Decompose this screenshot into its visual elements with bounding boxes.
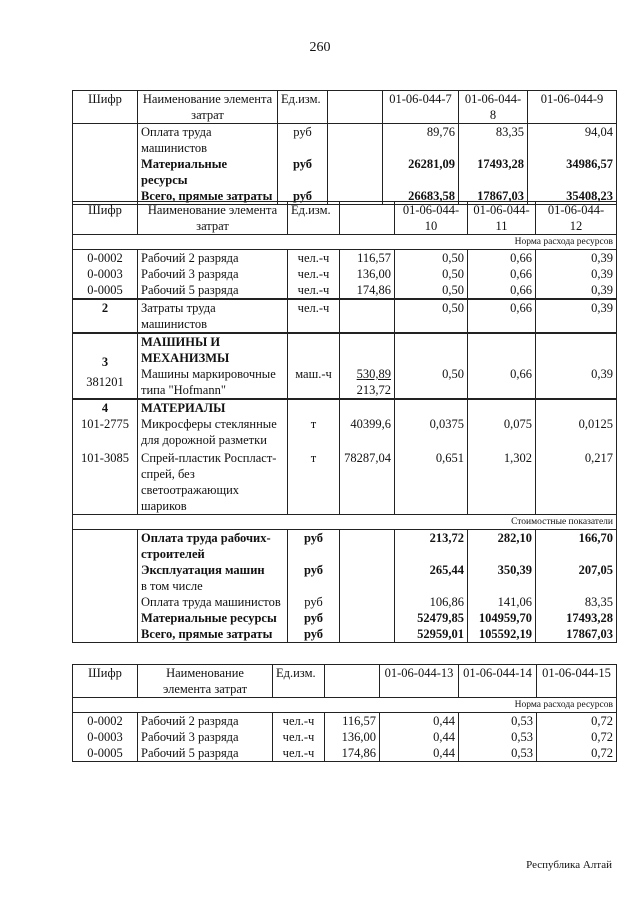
table-cell: Рабочий 3 разряда [138, 266, 288, 282]
table-cell: руб [288, 594, 340, 610]
table-cell: 0,53 [459, 729, 537, 745]
table-cell: т [288, 399, 340, 448]
table-cell: 0,44 [380, 713, 459, 730]
cell-text: для дорожной разметки [141, 433, 267, 447]
table-3 [72, 664, 617, 762]
table-cell [328, 124, 383, 157]
table-cell: 2 [73, 299, 138, 333]
table-cell: 52479,85 [395, 610, 468, 626]
table-cell: 0,50 [395, 250, 468, 267]
table-cell [340, 626, 395, 643]
table-cell [340, 202, 395, 235]
table-cell [73, 594, 138, 610]
col-price-header [328, 91, 383, 124]
table-cell: чел.-ч [288, 250, 340, 267]
cell-text: светоотражающих [141, 483, 240, 497]
table-cell: 0,72 [537, 729, 617, 745]
table-cell: 0,0125 [536, 399, 617, 448]
table-row: Всего, прямые затраты [138, 188, 278, 205]
table-cell: 0,39 [536, 282, 617, 299]
cell-text: элемента затрат [162, 682, 248, 696]
table-cell: Рабочий 2 разряда [138, 713, 273, 730]
table-cell: 0-0005 [73, 745, 138, 762]
table-cell: 141,06 [468, 594, 536, 610]
table-cell: 0,075 [468, 399, 536, 448]
table-cell: 0,39 [536, 299, 617, 333]
table-cell: 0-0005 [73, 282, 138, 299]
cell-text: затрат [196, 219, 229, 233]
table-cell: маш.-ч [288, 333, 340, 399]
table-cell: 1,302 [468, 448, 536, 515]
table-cell: 0,50 [395, 299, 468, 333]
col-unit-header: Ед.изм. [278, 91, 328, 124]
col-h1: 01-06-044-7 [383, 91, 459, 124]
page-number: 260 [309, 40, 331, 55]
table-cell: чел.-ч [273, 745, 325, 762]
table-cell [73, 562, 138, 594]
table-1: Шифр Наименование элемента затрат Ед.изм. 01-06-044-7 01-06-044-8 01-06-044-9 Оплата труда машинистов руб 89,76 83,35 94,04 Материальные ресурсы руб 26281,09 17493,28 34986,57 Всего, прямые затраты руб 26683,58 17867,03 35408,23 [72, 90, 617, 205]
table-cell: 01-06-044-15 [537, 665, 617, 698]
col-h3: 01-06-044-9 [528, 91, 617, 124]
cell-text: 213,72 [356, 383, 391, 397]
table-cell: 136,00 [340, 266, 395, 282]
table-cell: 101-3085 [73, 448, 138, 515]
table-cell: 0-0003 [73, 729, 138, 745]
table-cell: чел.-ч [273, 713, 325, 730]
cell-text: Наименование [166, 666, 244, 680]
table-cell: 116,57 [340, 250, 395, 267]
cell-text: 12 [569, 219, 583, 233]
cell-text: машинистов [141, 317, 208, 331]
table-cell: 0-0002 [73, 250, 138, 267]
table-cell: 01-06-044-13 [380, 665, 459, 698]
table-row: Материальные ресурсы [138, 156, 278, 188]
cell-text: спрей, без [141, 467, 195, 481]
table-cell [73, 530, 138, 563]
table-cell: Рабочий 5 разряда [138, 745, 273, 762]
table-cell: Рабочий 3 разряда [138, 729, 273, 745]
table-cell [73, 626, 138, 643]
cell-text: 530,89 [356, 367, 391, 381]
table-cell: 0,72 [537, 745, 617, 762]
table-cell [138, 299, 288, 333]
table-cell [138, 665, 273, 698]
cell-text: Машины маркировочные [141, 367, 276, 381]
table-cell: 207,05 [536, 562, 617, 594]
cell-text: 10 [424, 219, 438, 233]
table-cell: руб [288, 562, 340, 594]
cell-text: строителей [141, 547, 205, 561]
table-cell: 166,70 [536, 530, 617, 563]
table-cell: чел.-ч [288, 266, 340, 282]
table-cell: 0,50 [395, 333, 468, 399]
table-cell: 0,66 [468, 333, 536, 399]
cell-text: 01-06-044- [547, 203, 605, 217]
table-cell [340, 299, 395, 333]
table-cell [73, 333, 138, 399]
table-cell [138, 448, 288, 515]
table-cell: 0,66 [468, 266, 536, 282]
table-cell: 0,39 [536, 333, 617, 399]
table-cell [340, 562, 395, 594]
cell-text: МЕХАНИЗМЫ [141, 351, 230, 365]
col-h2: 01-06-044-8 [459, 91, 528, 124]
table-cell: 105592,19 [468, 626, 536, 643]
table-cell: 0,0375 [395, 399, 468, 448]
norm-label: Норма расхода ресурсов [73, 698, 617, 713]
table-cell: Шифр [73, 665, 138, 698]
table-cell: 17493,28 [536, 610, 617, 626]
table-cell: 0,39 [536, 250, 617, 267]
table-row: Оплата труда машинистов [138, 124, 278, 157]
cell-text: 4 [101, 401, 109, 415]
table-cell: 106,86 [395, 594, 468, 610]
cell-text: МАШИНЫ И [141, 335, 221, 349]
table-cell: Материальные ресурсы [138, 610, 288, 626]
cell-text: Эксплуатация машин [141, 563, 265, 577]
table-cell: 01-06-044-14 [459, 665, 537, 698]
table-cell: руб [288, 610, 340, 626]
cell-text [76, 346, 134, 354]
cell-text: Микросферы стеклянные [141, 417, 277, 431]
table-cell: 0,66 [468, 299, 536, 333]
table-cell: 83,35 [536, 594, 617, 610]
table-cell: Ед.изм. [273, 665, 325, 698]
table-cell [73, 610, 138, 626]
table-cell: 40399,6 [340, 399, 395, 448]
table-cell: 282,10 [468, 530, 536, 563]
cost-label: Стоимостные показатели [73, 515, 617, 530]
cell-text: МАТЕРИАЛЫ [141, 401, 226, 415]
table-cell: 17867,03 [536, 626, 617, 643]
cell-text: 01-06-044- [473, 203, 530, 217]
table-cell: чел.-ч [288, 282, 340, 299]
table-cell [328, 156, 383, 188]
table-cell: руб [288, 530, 340, 563]
table-cell: 213,72 [395, 530, 468, 563]
table-cell: 0,50 [395, 266, 468, 282]
table-cell: 174,86 [325, 745, 380, 762]
table-cell [325, 665, 380, 698]
table-cell: 0,217 [536, 448, 617, 515]
cell-text: шариков [141, 499, 187, 513]
table-cell: 0,53 [459, 745, 537, 762]
table-cell: 0,44 [380, 729, 459, 745]
table-cell [73, 124, 138, 157]
cell-text: Оплата труда рабочих- [141, 531, 271, 545]
table-cell: чел.-ч [273, 729, 325, 745]
table-cell: Рабочий 5 разряда [138, 282, 288, 299]
table-cell [73, 399, 138, 448]
table-cell: 0,39 [536, 266, 617, 282]
table-cell: 0-0003 [73, 266, 138, 282]
table-2: Шифр Наименование элемента затрат Ед.изм. 01-06-044- 10 01-06-044- 11 01-06-044- 12 Норма расхода ресурсов 0-0002 Рабочий 2 разряда чел.-ч 116,57 0,50 0,66 0,39 0-0003 Рабочий 3 разряда чел.-ч 136,00 0,50 0,66 0,39 0-0005 Рабочий 5 разряда чел.-ч 174,86 0,50 0,66 0,39 2 Затраты труда машинистов чел.-ч 0,50 0,66 0,39 3 381201 МАШИНЫ И МЕХАНИЗМЫ Машины маркировочные типа "Hofmann" маш.-ч 530,89 213,72 0,50 0,66 0,39 4 101-2775 МАТЕРИАЛЫ Микросферы стеклянные для дорожной разметки т 40399,6 0,0375 0,075 0,0125 101-3085 Спрей-пластик Роспласт- спрей, без светоотражающих шариков т 78287,04 0,651 1,302 0,217 Стоимостные показатели Оплата труда рабочих- строителей руб 213,72 282,10 166,70 Эксплуатация машин в том числе руб 265,44 350,39 207,05 Оплата труда машинистов руб 106,86 141,06 83,35 Материальные ресурсы руб 52479,85 104959,70 17493,28 Всего, прямые затраты руб 52959,01 105592,19 17867,03 [72, 201, 617, 643]
cell-text: 11 [495, 219, 508, 233]
table-cell: 350,39 [468, 562, 536, 594]
table-cell: 78287,04 [340, 448, 395, 515]
cell-text: типа "Hofmann" [141, 383, 226, 397]
table-cell: 104959,70 [468, 610, 536, 626]
table-cell: 0,66 [468, 250, 536, 267]
table-cell: Оплата труда машинистов [138, 594, 288, 610]
table-cell: 0-0002 [73, 713, 138, 730]
footer-region: Республика Алтай [526, 859, 612, 871]
table-cell: 265,44 [395, 562, 468, 594]
cell-text: Наименование элемента [147, 203, 278, 217]
cell-text: Затраты труда [141, 301, 216, 315]
table-cell: 174,86 [340, 282, 395, 299]
table-cell [138, 530, 288, 563]
cell-text: 3 [101, 355, 109, 369]
table-cell [340, 594, 395, 610]
cell-text: Спрей-пластик Роспласт- [141, 451, 277, 465]
table-cell [340, 530, 395, 563]
table-cell [340, 333, 395, 399]
table-cell [340, 610, 395, 626]
table-cell: 136,00 [325, 729, 380, 745]
table-cell: т [288, 448, 340, 515]
col-code-header: Шифр [73, 91, 138, 124]
table-cell [73, 156, 138, 188]
cell-text: 101-2775 [81, 417, 129, 431]
norm-label: Норма расхода ресурсов [73, 235, 617, 250]
cell-text: 01-06-044- [402, 203, 460, 217]
table-cell: 0,72 [537, 713, 617, 730]
table-cell: чел.-ч [288, 299, 340, 333]
cell-text: в том числе [141, 579, 203, 593]
table-cell: 0,50 [395, 282, 468, 299]
cell-text: 381201 [86, 375, 124, 389]
table-cell: Рабочий 2 разряда [138, 250, 288, 267]
table-cell: 116,57 [325, 713, 380, 730]
table-cell: 0,53 [459, 713, 537, 730]
table-cell: 0,66 [468, 282, 536, 299]
table-cell: 0,651 [395, 448, 468, 515]
table-cell [138, 399, 288, 448]
table-cell [138, 333, 288, 399]
table-cell: Всего, прямые затраты [138, 626, 288, 643]
table-cell: руб [288, 626, 340, 643]
table-cell [138, 562, 288, 594]
table-cell: 0,44 [380, 745, 459, 762]
table-cell: 52959,01 [395, 626, 468, 643]
col-name-header: Наименование элемента затрат [138, 91, 278, 124]
